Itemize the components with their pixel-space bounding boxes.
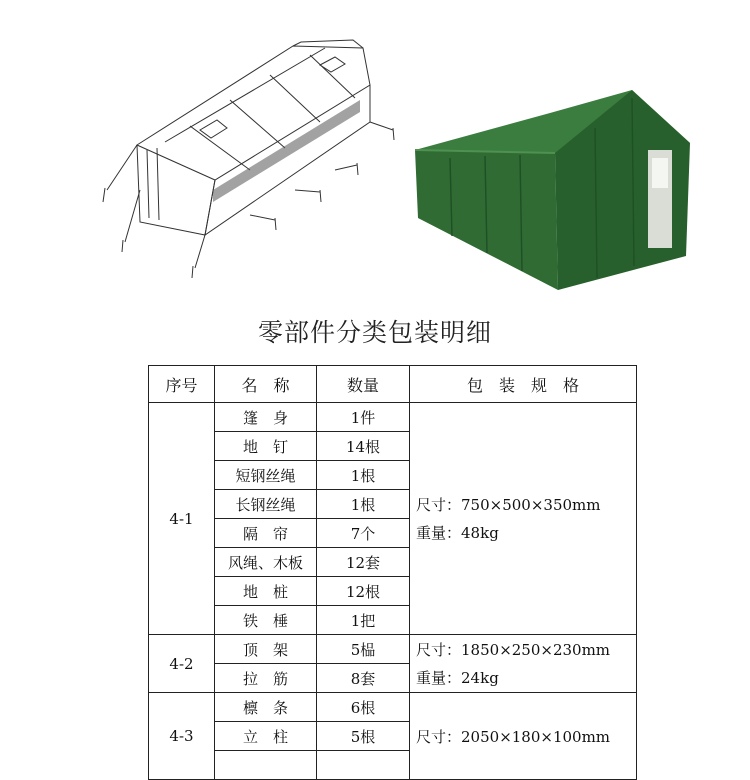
size-line [416, 636, 636, 664]
weight-line [416, 519, 636, 547]
item-name: 篷 身 [215, 403, 317, 432]
packing-spec [410, 635, 637, 693]
table-header-row [149, 366, 637, 403]
header-packing-spec: 包 装 规 格 [410, 366, 637, 403]
item-qty: 1根 [317, 461, 410, 490]
weight-value: 48kg [461, 523, 499, 542]
item-qty: 5榀 [317, 635, 410, 664]
item-name: 檩 条 [215, 693, 317, 722]
weight-label: 重量： [416, 668, 462, 687]
table-row [149, 693, 637, 722]
parts-packing-table [148, 365, 637, 780]
size-line [416, 491, 636, 519]
size-value: 1850×250×230mm [461, 640, 611, 659]
size-value: 750×500×350mm [461, 495, 601, 514]
item-qty: 6根 [317, 693, 410, 722]
item-name: 短钢丝绳 [215, 461, 317, 490]
size-label: 尺寸： [416, 640, 462, 659]
green-tent-photo [410, 88, 700, 298]
size-value: 2050×180×100mm [461, 728, 611, 746]
item-qty [317, 751, 410, 780]
item-qty: 8套 [317, 664, 410, 693]
item-name: 立 柱 [215, 722, 317, 751]
size-label: 尺寸： [416, 728, 462, 746]
item-name: 地 桩 [215, 577, 317, 606]
item-name: 铁 棰 [215, 606, 317, 635]
item-name: 长钢丝绳 [215, 490, 317, 519]
packing-spec [410, 403, 637, 635]
size-label: 尺寸： [416, 495, 462, 514]
weight-value: 24kg [461, 668, 499, 687]
item-name: 顶 架 [215, 635, 317, 664]
packing-spec [410, 693, 637, 780]
item-qty: 1件 [317, 403, 410, 432]
weight-label: 重量： [416, 523, 462, 542]
item-name [215, 751, 317, 780]
item-name: 隔 帘 [215, 519, 317, 548]
page-title: 零部件分类包装明细 [257, 318, 492, 347]
item-name: 拉 筋 [215, 664, 317, 693]
item-name: 风绳、木板 [215, 548, 317, 577]
item-qty: 1根 [317, 490, 410, 519]
header-serial: 序号 [149, 366, 215, 403]
group-id: 4-3 [149, 693, 215, 780]
item-qty: 1把 [317, 606, 410, 635]
item-qty: 12根 [317, 577, 410, 606]
group-id: 4-2 [149, 635, 215, 693]
table-row [149, 635, 637, 664]
item-qty: 7个 [317, 519, 410, 548]
header-name: 名 称 [215, 366, 317, 403]
group-id: 4-1 [149, 403, 215, 635]
item-qty: 12套 [317, 548, 410, 577]
item-qty: 5根 [317, 722, 410, 751]
header-quantity: 数量 [317, 366, 410, 403]
item-qty: 14根 [317, 432, 410, 461]
weight-line [416, 664, 636, 692]
table-row [149, 403, 637, 432]
tent-sketch-illustration [95, 30, 415, 280]
size-line [416, 723, 636, 751]
item-name: 地 钉 [215, 432, 317, 461]
